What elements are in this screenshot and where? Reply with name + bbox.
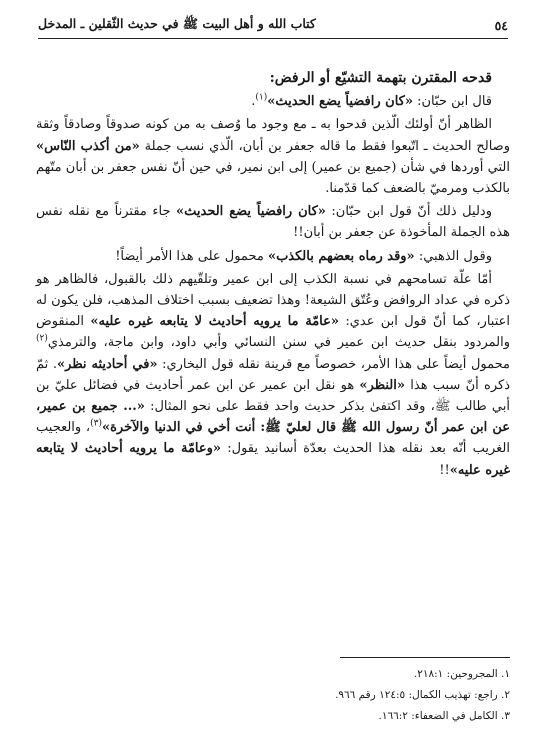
p5-text-6: ، والعجيب الغريب أنّه بعد نقله هذا الحديث بعدّة أسانيد يقول: (36, 420, 510, 457)
footnote-divider (340, 657, 510, 658)
p5-text-2: المنقوض والمردود بنقل حديث ابن عمير في سنن النسائي وأبي داود، وابن ماجة، والترمذي (36, 314, 510, 351)
footnote-ref-2[interactable]: (٢) (36, 334, 48, 345)
p4-quote: «وقد رماه بعضهم بالكذب» (267, 248, 415, 264)
paragraph-5 (36, 269, 510, 481)
p5-text-1: أمّا علّة تسامحهم في نسبة الكذب إلى ابن عمير وتلقّيهم ذلك بالقبول، فالظاهر هو ذكره في عداد الروافض وعُتّق الشيعة! وهذا تضعيف بسبب اختلاف المذهب، فلن يكون له اعتبار، كما أنّ قول ابن عدي: (36, 271, 510, 330)
page-number: ٥٤ (494, 17, 508, 33)
p5-quote-3: «النظر» (359, 377, 406, 393)
p5-quote-5: «وعامّة ما يرويه أحاديث لا يتابعه غيره عليه» (36, 441, 510, 478)
p1-end: . (251, 94, 256, 110)
footnote-3: ٣. الكامل في الضعفاء: ١٦٦:٢. (378, 710, 510, 722)
p5-quote-2: «في أحاديثه نظر» (56, 356, 158, 372)
footnotes (36, 664, 510, 727)
p2-text: الظاهر أنّ أولئك الّذين قدحوا به ـ مع وجود ما وُصف به من كونه صدوقاً وصادقاً وثقة وصالح الحديث ـ اتّبعوا فقط ما قاله جعفر بن أبان، الّذي نسب جملة (36, 117, 511, 154)
footnote-2: ٢. راجع: تهذيب الكمال: ١٢٤:٥ رقم ٩٦٦. (335, 689, 510, 701)
main-text (36, 68, 510, 481)
p5-quote-4: «... جميع بن عمير، عن ابن عمر أنّ رسول الله ﷺ قال لعليّ ﷺ: أنت أخي في الدنيا والآخرة» (36, 399, 511, 436)
p2-quote: «من أكذب النّاس» (36, 138, 140, 154)
section-heading: قدحه المقترن بتهمة التشيّع أو الرفض: (269, 70, 492, 86)
p5-quote-1: «عامّة ما يرويه أحاديث لا يتابعه غيره عليه» (90, 314, 339, 330)
paragraph-2 (36, 114, 510, 199)
p3-text: ودليل ذلك أنّ قول ابن حبّان: (325, 204, 492, 220)
p4-text-end: محمول على هذا الأمر أيضاً! (115, 248, 268, 264)
p3-text-end: جاء مقترناً مع نقله نفس هذه الجملة المأخوذة عن جعفر بن أبان!! (36, 204, 510, 241)
p5-text-5: هو نقل ابن عمير عن ابن عمر أحاديث في فضائل عليّ بن أبي طالب ﷺ، وقد اكتفىٰ بذكر حديث واحد فقط على نحو المثال: (36, 377, 510, 415)
p1-quote: «كان رافضياً يضع الحديث» (267, 94, 413, 110)
footnote-1: ١. المجروحين: ٢١٨:١. (413, 668, 510, 680)
p5-text-3: محمول أيضاً على هذا الأمر، خصوصاً مع قرينة نقله قول البخاري: (157, 356, 510, 372)
p5-text-4: . ثمّ ذكره أنّ سبب هذا (36, 356, 510, 393)
footnote-ref-1[interactable]: (١) (255, 92, 268, 103)
p4-text: وقول الذهبي: (414, 248, 492, 264)
paragraph-3 (36, 201, 510, 243)
header-divider (38, 38, 508, 39)
p3-quote: «كان رافضياً يضع الحديث» (176, 204, 326, 220)
paragraph-4 (36, 246, 510, 267)
footnote-ref-3[interactable]: (٣) (90, 418, 102, 429)
p2-text-end: التي أوردها في شأن (جميع بن عمير) إلى ابن نمير، في حين أنّ نفس جعفر بن أبان متّهم بالكذب ومرميّ بالضعف كما قدّمنا. (36, 159, 510, 197)
running-header (38, 14, 508, 36)
p5-text-7: !! (439, 462, 450, 478)
paragraph-1 (36, 91, 510, 112)
book-title: كتاب الله و أهل البيت ﷺ في حديث الثّقلين ـ المدخل (38, 15, 316, 31)
p1-text: قال ابن حبّان: (413, 94, 492, 110)
